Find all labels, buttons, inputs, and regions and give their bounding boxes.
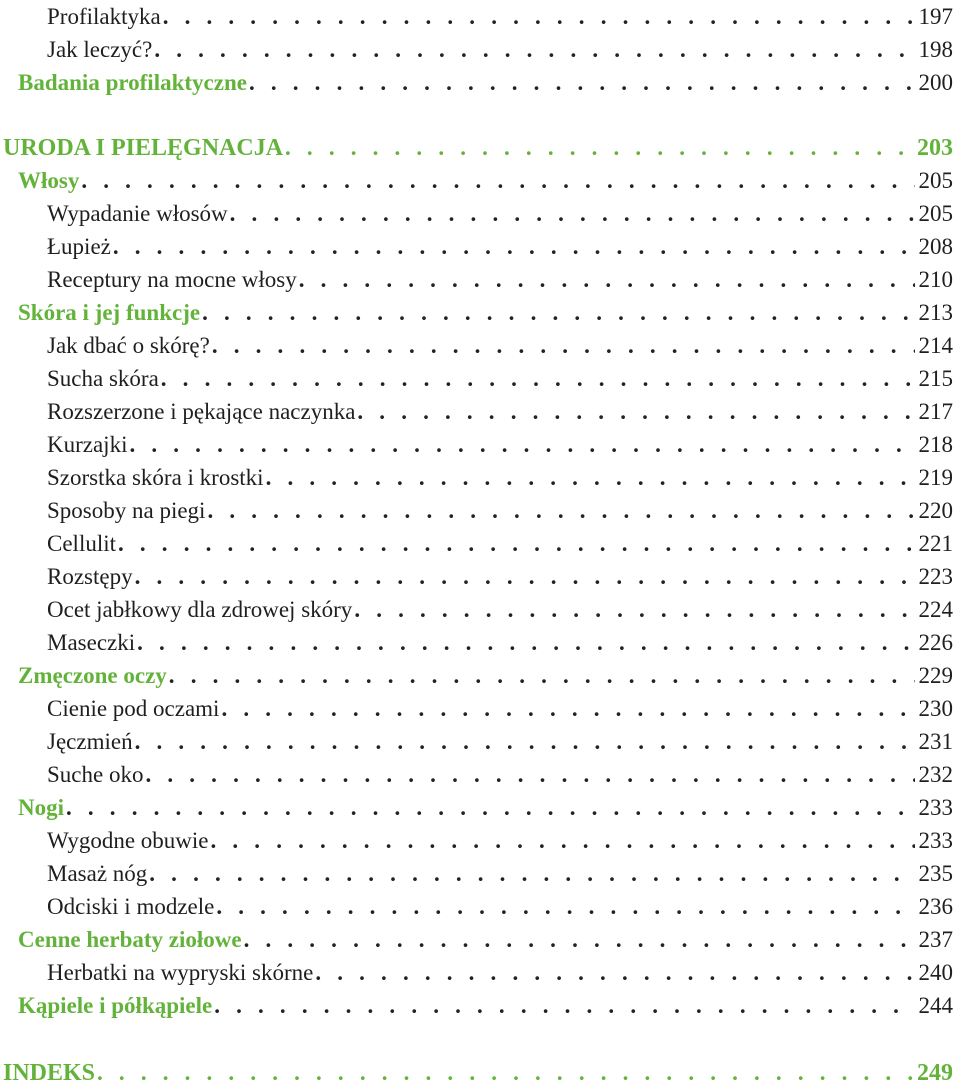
toc-entry (47, 956, 953, 989)
toc-section-entry (18, 923, 953, 956)
toc-page-number: 214 (918, 333, 953, 358)
toc-entry (47, 329, 953, 362)
dot-leader (154, 33, 914, 66)
dot-leader (169, 659, 915, 692)
toc-entry (47, 494, 953, 527)
toc-entry-title: Cienie pod oczami (47, 696, 220, 721)
toc-entry (47, 0, 953, 33)
toc-entry (47, 230, 953, 263)
toc-page-number: 198 (918, 37, 953, 62)
toc-page-number: 233 (918, 828, 953, 853)
dot-leader (221, 692, 914, 725)
toc-entry (47, 758, 953, 791)
toc-entry-title: Profilaktyka (47, 4, 161, 29)
toc-entry (47, 428, 953, 461)
toc-page-number: 229 (918, 663, 953, 688)
toc-entry-title: Jak dbać o skórę? (47, 333, 210, 358)
toc-entry (47, 197, 953, 230)
toc-entry-title: Badania profilaktyczne (18, 70, 247, 95)
dot-leader (129, 428, 914, 461)
toc-page-number: 220 (918, 498, 953, 523)
toc-entry-title: Herbatki na wypryski skórne (47, 960, 314, 985)
toc-section-entry (18, 659, 953, 692)
dot-leader (299, 263, 915, 296)
toc-page-number: 210 (918, 267, 953, 292)
dot-leader (66, 791, 915, 824)
toc-entry-title: Masaż nóg (47, 861, 148, 886)
toc-entry-title: Sucha skóra (47, 366, 159, 391)
toc-entry-title: Wygodne obuwie (47, 828, 209, 853)
toc-entry-title: Jęczmień (47, 729, 133, 754)
toc-part-heading (3, 1056, 953, 1089)
toc-page-number: 236 (918, 894, 953, 919)
toc-page-number: 240 (918, 960, 953, 985)
dot-leader (145, 758, 914, 791)
dot-leader (161, 362, 915, 395)
toc-section-entry (18, 296, 953, 329)
toc-page-number: 205 (918, 201, 953, 226)
toc-entry (47, 395, 953, 428)
dot-leader (81, 164, 914, 197)
toc-entry-title: Rozstępy (47, 564, 133, 589)
dot-leader (135, 560, 915, 593)
toc-page-number: 226 (918, 630, 953, 655)
toc-entry-title: Cenne herbaty ziołowe (18, 927, 242, 952)
dot-leader (137, 626, 914, 659)
dot-leader (118, 527, 915, 560)
toc-page-number: 221 (918, 531, 953, 556)
toc-page-number: 231 (918, 729, 953, 754)
toc-entry-title: Kąpiele i półkąpiele (18, 993, 213, 1018)
dot-leader (97, 1056, 913, 1089)
toc-entry-title: Nogi (18, 795, 64, 820)
toc-page-number: 217 (918, 399, 953, 424)
toc-entry-title: Rozszerzone i pękające naczynka (47, 399, 356, 424)
toc-page-number: 203 (917, 135, 953, 161)
dot-leader (315, 956, 914, 989)
toc-entry (47, 725, 953, 758)
toc-page-number: 235 (918, 861, 953, 886)
toc-entry (47, 263, 953, 296)
toc-entry-title: INDEKS (3, 1060, 96, 1086)
toc-page-number: 215 (918, 366, 953, 391)
toc-page-number: 237 (918, 927, 953, 952)
toc-page-number: 208 (918, 234, 953, 259)
toc-section-entry (18, 66, 953, 99)
toc-entry (47, 33, 953, 66)
toc-entry (47, 626, 953, 659)
toc-page-number: 200 (918, 70, 953, 95)
toc-entry-title: URODA I PIELĘGNACJA (3, 135, 284, 161)
toc-section-entry (18, 164, 953, 197)
toc-page-number: 218 (918, 432, 953, 457)
toc-page-number: 205 (918, 168, 953, 193)
toc-entry (47, 824, 953, 857)
toc-page-number: 219 (918, 465, 953, 490)
toc-entry-title: Sposoby na piegi (47, 498, 206, 523)
dot-leader (230, 197, 915, 230)
dot-leader (211, 824, 915, 857)
toc-entry-title: Łupież (47, 234, 111, 259)
toc-entry-title: Skóra i jej funkcje (18, 300, 201, 325)
dot-leader (202, 296, 914, 329)
toc-entry-title: Włosy (18, 168, 80, 193)
toc-entry (47, 593, 953, 626)
toc-entry-title: Maseczki (47, 630, 136, 655)
toc-entry-title: Odciski i modzele (47, 894, 215, 919)
toc-entry (47, 857, 953, 890)
toc-entry (47, 362, 953, 395)
toc-page-number: 197 (918, 4, 953, 29)
toc-page-number: 232 (918, 762, 953, 787)
toc-page-number: 244 (918, 993, 953, 1018)
toc-entry (47, 692, 953, 725)
toc-entry-title: Kurzajki (47, 432, 128, 457)
toc-entry-title: Suche oko (47, 762, 144, 787)
dot-leader (207, 494, 914, 527)
toc-entry-title: Cellulit (47, 531, 116, 556)
toc-entry (47, 527, 953, 560)
dot-leader (285, 131, 913, 164)
toc-page-number: 249 (917, 1060, 953, 1086)
toc-entry-title: Szorstka skóra i krostki (47, 465, 264, 490)
dot-leader (212, 329, 915, 362)
toc-entry-title: Receptury na mocne włosy (47, 267, 297, 292)
dot-leader (135, 725, 915, 758)
toc-section-entry (18, 791, 953, 824)
toc-section-entry (18, 989, 953, 1022)
toc-page-number: 223 (918, 564, 953, 589)
toc-page-number: 233 (918, 795, 953, 820)
dot-leader (149, 857, 914, 890)
toc-entry-title: Wypadanie włosów (47, 201, 228, 226)
dot-leader (113, 230, 915, 263)
toc-page-number: 224 (918, 597, 953, 622)
toc-entry-title: Ocet jabłkowy dla zdrowej skóry (47, 597, 353, 622)
dot-leader (357, 395, 914, 428)
dot-leader (163, 0, 915, 33)
dot-leader (214, 989, 914, 1022)
toc-part-heading (3, 131, 953, 164)
dot-leader (244, 923, 915, 956)
toc-entry (47, 890, 953, 923)
toc-entry (47, 560, 953, 593)
toc-page-number: 230 (918, 696, 953, 721)
dot-leader (216, 890, 914, 923)
dot-leader (354, 593, 914, 626)
dot-leader (266, 461, 915, 494)
dot-leader (249, 66, 915, 99)
toc-page-number: 213 (918, 300, 953, 325)
toc-entry-title: Zmęczone oczy (18, 663, 167, 688)
toc-entry (47, 461, 953, 494)
toc-entry-title: Jak leczyć? (47, 37, 153, 62)
